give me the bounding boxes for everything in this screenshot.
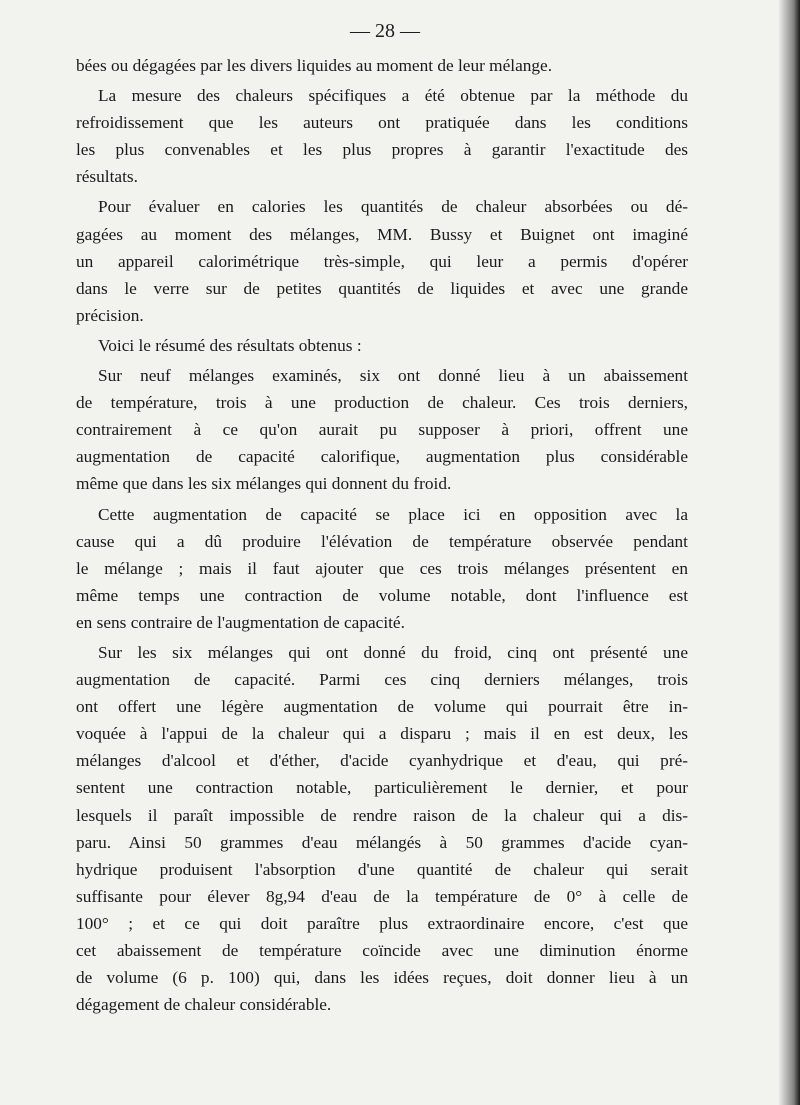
paragraph [76,52,688,79]
text-line: lesquels il paraît impossible de rendre raison de la chaleur qui a dis- [76,805,688,825]
paragraph [76,193,688,328]
text-line: précision. [76,305,144,325]
text-line: de volume (6 p. 100) qui, dans les idées reçues, doit donner lieu à un [76,968,688,988]
page-edge-shadow [778,0,800,1105]
text-line: dégagement de chaleur considérable. [76,995,332,1015]
text-line: Pour évaluer en calories les quantités de chaleur absorbées ou dé- [98,197,688,217]
text-line: paru. Ainsi 50 grammes d'eau mélangés à 50 grammes d'acide cyan- [76,832,688,852]
paragraph [76,332,688,359]
text-line: Sur neuf mélanges examinés, six ont donné lieu à un abaissement [98,366,688,386]
paragraph [76,501,688,636]
text-line: mélanges d'alcool et d'éther, d'acide cyanhydrique et d'eau, qui pré- [76,751,688,771]
text-line: hydrique produisent l'absorption d'une quantité de chaleur qui serait [76,859,688,879]
text-line: voquée à l'appui de la chaleur qui a disparu ; mais il en est deux, les [76,724,688,744]
text-line: dans le verre sur de petites quantités de liquides et avec une grande [76,278,688,298]
text-line: en sens contraire de l'augmentation de capacité. [76,612,405,632]
page-number: — 28 — [350,20,420,42]
text-line: résultats. [76,167,138,187]
text-line: cet abaissement de température coïncide avec une diminution énorme [76,941,688,960]
text-line: bées ou dégagées par les divers liquides au moment de leur mélange. [76,56,553,75]
text-line: cause qui a dû produire l'élévation de température observée pendant [76,531,688,551]
text-line: Sur les six mélanges qui ont donné du froid, cinq ont présenté une [98,642,688,662]
paragraph [76,639,688,1018]
text-line: même temps une contraction de volume notable, dont l'influence est [76,585,688,605]
text-line: les plus convenables et les plus propres à garantir l'exactitude des [76,140,688,160]
text-line: Voici le résumé des résultats obtenus : [98,335,362,355]
paragraph [76,362,688,497]
text-line: ont offert une légère augmentation de volume qui pourrait être in- [76,697,688,717]
text-line: refroidissement que les auteurs ont pratiquée dans les conditions [76,113,688,133]
text-line: Cette augmentation de capacité se place ici en opposition avec la [98,504,688,524]
text-line: gagées au moment des mélanges, MM. Bussy et Buignet ont imaginé [76,224,688,244]
text-line: suffisante pour élever 8g,94 d'eau de la température de 0° à celle de [76,886,688,906]
text-line: augmentation de capacité. Parmi ces cinq derniers mélanges, trois [76,670,688,690]
text-line: un appareil calorimétrique très-simple, qui leur a permis d'opérer [76,251,688,271]
text-line: La mesure des chaleurs spécifiques a été obtenue par la méthode du [98,86,688,106]
text-line: même que dans les six mélanges qui donnent du froid. [76,474,452,494]
text-line: 100° ; et ce qui doit paraître plus extraordinaire encore, c'est que [76,913,688,933]
body-text [76,52,688,1021]
text-line: de température, trois à une production de chaleur. Ces trois derniers, [76,393,688,413]
text-line: le mélange ; mais il faut ajouter que ces trois mélanges présentent en [76,558,688,578]
text-line: augmentation de capacité calorifique, augmentation plus considérable [76,447,688,467]
paragraph [76,82,688,190]
text-line: contrairement à ce qu'on aurait pu supposer à priori, offrent une [76,420,688,440]
text-line: sentent une contraction notable, particulièrement le dernier, et pour [76,778,688,798]
